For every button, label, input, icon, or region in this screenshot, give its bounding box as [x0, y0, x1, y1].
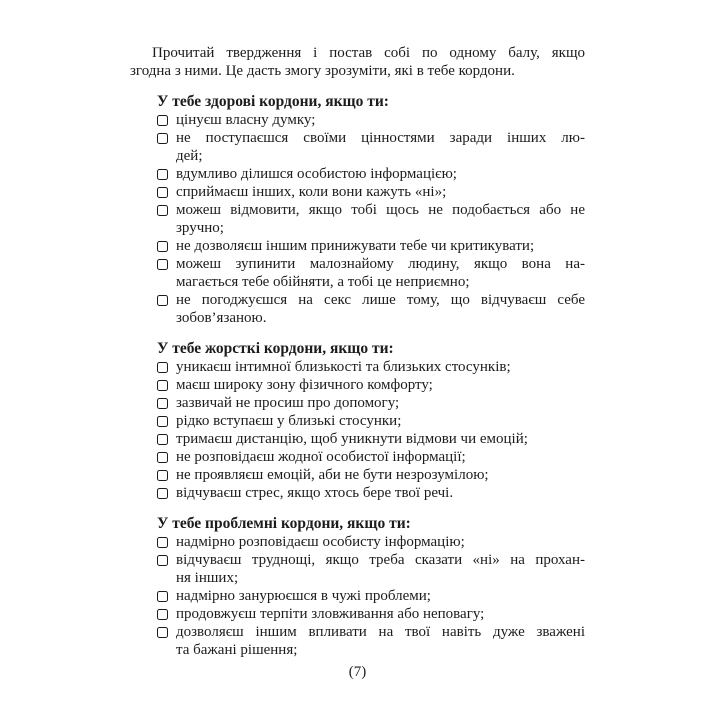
- checklist-item-text: [176, 255, 585, 291]
- checklist-item-text: [176, 111, 585, 129]
- checkbox-icon: [157, 398, 168, 409]
- checklist-item: [157, 448, 585, 466]
- checkbox-icon: [157, 259, 168, 270]
- checkbox-icon: [157, 416, 168, 427]
- item-line: можеш відмовити, якщо тобі щось не подобається або не: [176, 202, 585, 218]
- checklist-item-text: [176, 394, 585, 412]
- checklist-item-text: [176, 358, 585, 376]
- checkbox-icon: [157, 452, 168, 463]
- checklist-item: [157, 129, 585, 165]
- item-line: можеш зупинити малознайому людину, якщо вона на-: [176, 256, 585, 272]
- intro-line: Прочитай твердження і постав собі по одному балу, якщо: [152, 45, 585, 61]
- checklist-item-text: [176, 412, 585, 430]
- item-line: рідко вступаєш у близькі стосунки;: [176, 413, 402, 429]
- checklist-sections: [130, 93, 585, 659]
- checkbox-icon: [157, 537, 168, 548]
- checkbox-icon: [157, 362, 168, 373]
- item-line: надмірно занурюєшся в чужі проблеми;: [176, 588, 431, 604]
- section-heading: У тебе проблемні кордони, якщо ти:: [157, 515, 411, 532]
- checklist-item: [157, 376, 585, 394]
- intro-paragraph: [130, 44, 585, 80]
- item-line: надмірно розповідаєш особисту інформацію;: [176, 534, 465, 550]
- checklist-item-text: [176, 376, 585, 394]
- item-line: ня інших;: [176, 570, 239, 586]
- item-line: зазвичай не просиш про допомогу;: [176, 395, 400, 411]
- checklist-item-text: [176, 430, 585, 448]
- checklist-item-text: [176, 587, 585, 605]
- checklist-section: [130, 515, 585, 659]
- item-line: дозволяєш іншим впливати на твої навіть дуже зважені: [176, 624, 585, 640]
- checklist-section: [130, 340, 585, 502]
- item-line: зобов’язаною.: [176, 310, 267, 326]
- checklist-item: [157, 587, 585, 605]
- checkbox-icon: [157, 434, 168, 445]
- checklist-item-text: [176, 291, 585, 327]
- checkbox-icon: [157, 115, 168, 126]
- checklist-item-text: [176, 201, 585, 237]
- checklist-item: [157, 358, 585, 376]
- item-line: не проявляєш емоцій, аби не бути незрозумілою;: [176, 467, 489, 483]
- checklist-item: [157, 551, 585, 587]
- checklist-item: [157, 291, 585, 327]
- checklist-item-text: [176, 237, 585, 255]
- checklist-item: [157, 394, 585, 412]
- item-line: не поступаєшся своїми цінностями заради інших лю-: [176, 130, 585, 146]
- checkbox-icon: [157, 591, 168, 602]
- checkbox-icon: [157, 241, 168, 252]
- checklist-item: [157, 466, 585, 484]
- checklist-item: [157, 533, 585, 551]
- page-number: (7): [348, 664, 367, 680]
- checklist-item: [157, 237, 585, 255]
- intro-line: згодна з ними. Це дасть змогу зрозуміти, які в тебе кордони.: [130, 63, 515, 79]
- section-heading: У тебе жорсткі кордони, якщо ти:: [157, 340, 394, 357]
- checklist-item: [157, 111, 585, 129]
- checkbox-icon: [157, 187, 168, 198]
- checklist-item-text: [176, 484, 585, 502]
- checklist-item: [157, 484, 585, 502]
- checkbox-icon: [157, 470, 168, 481]
- checklist-section: [130, 93, 585, 327]
- item-line: не дозволяєш іншим принижувати тебе чи критикувати;: [176, 238, 535, 254]
- checklist-item: [157, 605, 585, 623]
- checklist-item: [157, 412, 585, 430]
- checkbox-icon: [157, 627, 168, 638]
- checkbox-icon: [157, 380, 168, 391]
- checklist-item: [157, 623, 585, 659]
- checklist-item-text: [176, 533, 585, 551]
- item-line: сприймаєш інших, коли вони кажуть «ні»;: [176, 184, 447, 200]
- checklist-item-text: [176, 551, 585, 587]
- checklist-item-text: [176, 623, 585, 659]
- checklist-item-text: [176, 165, 585, 183]
- checkbox-icon: [157, 609, 168, 620]
- checklist-item-text: [176, 448, 585, 466]
- item-line: уникаєш інтимної близькості та близьких стосунків;: [176, 359, 511, 375]
- item-line: відчуваєш труднощі, якщо треба сказати «ні» на прохан-: [176, 552, 585, 568]
- checklist-item: [157, 201, 585, 237]
- page-content: [130, 44, 585, 681]
- checklist-item: [157, 183, 585, 201]
- item-line: тримаєш дистанцію, щоб уникнути відмови чи емоцій;: [176, 431, 528, 447]
- item-line: не розповідаєш жодної особистої інформації;: [176, 449, 466, 465]
- item-line: маєш широку зону фізичного комфорту;: [176, 377, 433, 393]
- checkbox-icon: [157, 488, 168, 499]
- checkbox-icon: [157, 295, 168, 306]
- section-heading: У тебе здорові кордони, якщо ти:: [157, 93, 389, 110]
- item-line: магається тебе обійняти, а тобі це неприємно;: [176, 274, 470, 290]
- checkbox-icon: [157, 133, 168, 144]
- item-line: зручно;: [176, 220, 224, 236]
- item-line: продовжуєш терпіти зловживання або неповагу;: [176, 606, 485, 622]
- item-line: відчуваєш стрес, якщо хтось бере твої речі.: [176, 485, 454, 501]
- checklist-item-text: [176, 466, 585, 484]
- item-line: та бажані рішення;: [176, 642, 298, 658]
- checkbox-icon: [157, 169, 168, 180]
- checklist-item-text: [176, 129, 585, 165]
- checklist-item-text: [176, 605, 585, 623]
- checklist-item: [157, 430, 585, 448]
- checkbox-icon: [157, 205, 168, 216]
- item-line: дей;: [176, 148, 203, 164]
- item-line: цінуєш власну думку;: [176, 112, 316, 128]
- item-line: не погоджуєшся на секс лише тому, що відчуваєш себе: [176, 292, 585, 308]
- checklist-item: [157, 165, 585, 183]
- checkbox-icon: [157, 555, 168, 566]
- checklist-item: [157, 255, 585, 291]
- item-line: вдумливо ділишся особистою інформацією;: [176, 166, 457, 182]
- checklist-item-text: [176, 183, 585, 201]
